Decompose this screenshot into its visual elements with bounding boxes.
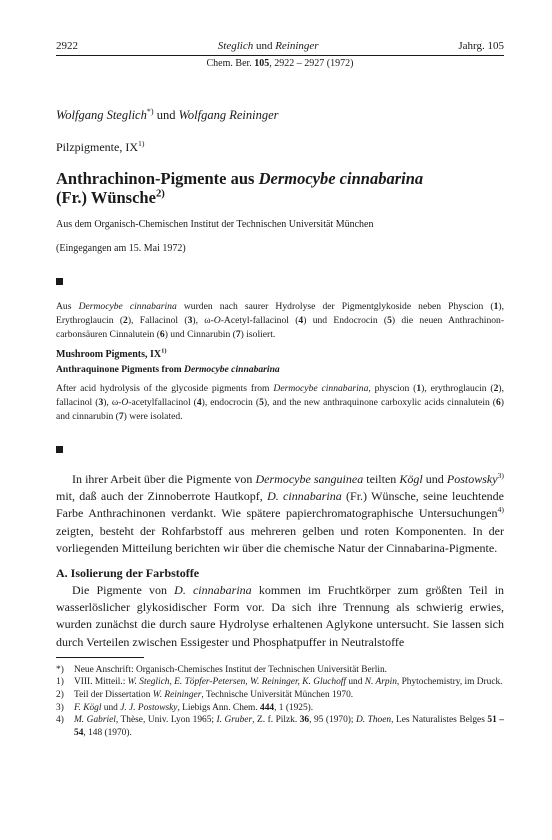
- volume-label: Jahrg. 105: [458, 40, 504, 52]
- footnote-mark: 2): [56, 690, 64, 701]
- footnote-text: F. Kögl und J. J. Postowsky, Liebigs Ann. Chem. 444, 1 (1925).: [74, 702, 314, 713]
- body-text: [56, 471, 504, 651]
- section-marker-square: [56, 446, 63, 453]
- footnote: [56, 676, 504, 689]
- header-rule: [56, 55, 504, 56]
- affiliation: Aus dem Organisch-Chemischen Institut der Technischen Universität München: [56, 219, 374, 230]
- abstract-english: After acid hydrolysis of the glycoside pigments from Dermocybe cinnabarina, physcion (1), erythroglaucin (2), fallacinol (3), ω-O-acetylfallacinol (4), endocrocin (5), and the new anthraquinone carboxylic acids cinnalutein (6) and cinnarubin (7) were isolated.: [56, 383, 504, 422]
- footnote-text: Neue Anschrift: Organisch-Chemisches Institut der Technischen Universität Berlin.: [74, 664, 387, 675]
- running-authors: Steglich und Reininger: [217, 40, 319, 52]
- received-date: (Eingegangen am 15. Mai 1972): [56, 243, 186, 254]
- footnote-mark: 3): [56, 702, 64, 713]
- footnote-mark: 4): [56, 715, 64, 726]
- section-heading: A. Isolierung der Farbstoffe: [56, 566, 200, 581]
- intro-paragraph: In ihrer Arbeit über die Pigmente von Dermocybe sanguinea teilten Kögl und Postowsky$^{3)}$ mit, daß auch der Zinnoberrote Hautkopf, D. cinnabarina (Fr.) Wünsche, seine leuchtende Farbe Anthrachinonen verdankt. Wie spätere papierchromatographische Untersuchungen$^{4)}$ zeigten, besteht der Rohfarbstoff aus mehreren gelben und roten Komponenten. In der vorliegenden Mitteilung berichten wir über die chemische Natur der Cinnabarina-Pigmente.: [56, 471, 505, 555]
- author-byline: Wolfgang Steglich*) und Wolfgang Reininger: [56, 106, 279, 122]
- footnotes: [56, 664, 504, 740]
- article-title: Anthrachinon-Pigmente aus Dermocybe cinnabarina (Fr.) Wünsche$^{2)}$: [56, 169, 424, 207]
- section-a-paragraph: Die Pigmente von D. cinnabarina kommen im Fruchtkörper zum größten Teil in wasserlöslicher glykosidischer Form vor. Da sich ihre Trennung als schwierig erwies, wurden zunächst die durch saure Hydrolyse erhaltenen Aglykone untersucht. Sie lassen sich durch Verteilen zwischen Essigester und Phosphatpuffer in Neutralstoffe: [56, 583, 505, 649]
- footnote-rule: [56, 657, 144, 658]
- section-marker-square: [56, 278, 63, 285]
- journal-citation: Chem. Ber. 105, 2922 – 2927 (1972): [206, 58, 354, 69]
- footnote-text: VIII. Mitteil.: W. Steglich, E. Töpfer-Petersen, W. Reininger, K. Gluchoff und N. Arpin, Phytochemistry, im Druck.: [74, 677, 503, 688]
- footnote-text: M. Gabriel, Thèse, Univ. Lyon 1965; I. Gruber, Z. f. Pilzk. 36, 95 (1970); D. Thoen, Les Naturalistes Belges 51 – 54, 148 (1970).: [74, 715, 504, 738]
- footnote-text: Teil der Dissertation W. Reininger, Technische Universität München 1970.: [74, 690, 354, 701]
- english-article-title: Anthraquinone Pigments from Dermocybe cinnabarina: [56, 364, 280, 375]
- abstract-german: Aus Dermocybe cinnabarina wurden nach saurer Hydrolyse der Pigmentglykoside neben Physcion (1), Erythroglaucin (2), Fallacinol (3), ω-O-Acetyl-fallacinol (4) und Endocrocin (5) die neuen Anthrachinon-carbonsäuren Cinnalutein (6) und Cinnarubin (7) isoliert.: [56, 301, 505, 340]
- footnote: [56, 702, 504, 715]
- footnote-mark: 1): [56, 677, 64, 688]
- series-title: Pilzpigmente, IX$^{1)}$: [56, 139, 145, 154]
- page-number: 2922: [56, 40, 78, 52]
- paper-page: [56, 40, 504, 739]
- english-series-title: Mushroom Pigments, IX$^{1)}$: [56, 347, 167, 360]
- footnote: [56, 714, 504, 739]
- footnote: [56, 664, 504, 677]
- footnote: [56, 689, 504, 702]
- running-header: [56, 40, 504, 53]
- footnote-mark: *): [56, 664, 64, 675]
